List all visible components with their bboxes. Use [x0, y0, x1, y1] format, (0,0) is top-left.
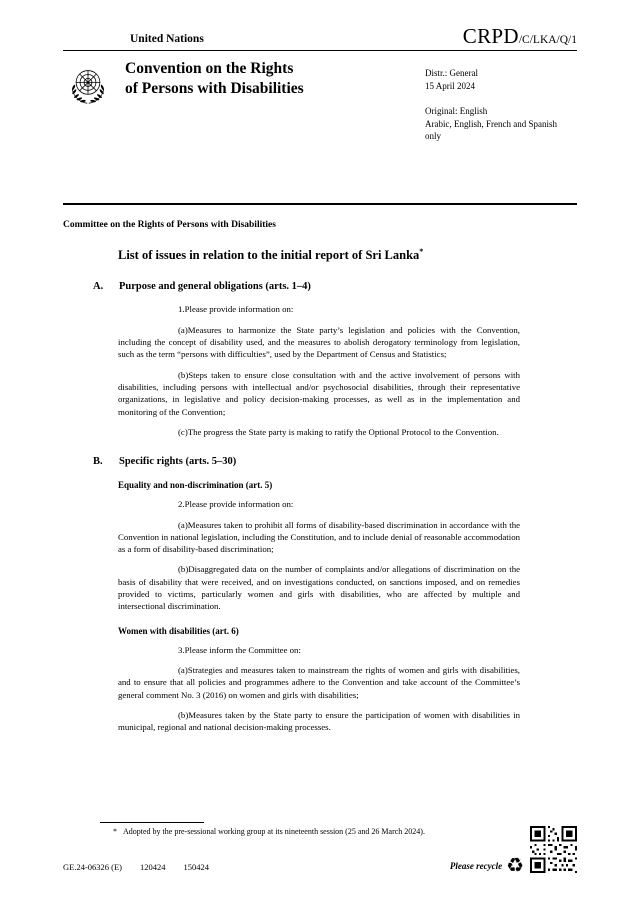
paragraph-3a	[118, 664, 520, 701]
document-symbol-main: CRPD	[462, 24, 519, 48]
document-title-text: List of issues in relation to the initial report of Sri Lanka	[118, 248, 420, 263]
paragraph-marker: (a)	[178, 665, 188, 676]
language-block	[425, 105, 557, 143]
qr-code	[530, 826, 577, 873]
convention-title	[125, 59, 304, 99]
paragraph-1	[118, 303, 520, 315]
paragraph-1b	[118, 369, 520, 418]
footnote-reference: *	[419, 247, 424, 256]
paragraph-marker: (b)	[178, 369, 189, 380]
section-b-label: B.	[93, 456, 103, 468]
footnote	[100, 827, 530, 838]
paragraph-text: Steps taken to ensure close consultation with and the active involvement of persons with disabilities, including persons with intellectual and/or psychosocial disabilities, through their representative organizations, in legislative and policy decision-making processes, as well as in the implementation and monitoring of the Convention;	[118, 369, 520, 417]
page-header	[0, 0, 640, 50]
paragraph-marker: (a)	[178, 519, 188, 530]
paragraph-marker: (b)	[178, 709, 189, 720]
document-body	[63, 205, 577, 734]
section-a-heading	[93, 281, 577, 292]
paragraph-text: Please provide information on:	[184, 499, 294, 510]
paragraph-text: Measures taken by the State party to ensure the participation of women with disabilities in municipal, regional and national decision-making processes.	[118, 709, 520, 733]
paragraph-text: Measures taken to prohibit all forms of disability-based discrimination in accordance with the Convention in national legislation, including the Constitution, and to include denial of reasonable accommodation as a form of disability-based discrimination;	[118, 519, 520, 555]
committee-name: Committee on the Rights of Persons with Disabilities	[63, 220, 276, 230]
document-title	[118, 247, 577, 263]
paragraph-marker: (c)	[178, 426, 188, 437]
subheading-equality: Equality and non-discrimination (art. 5)	[118, 480, 273, 491]
un-emblem-icon	[65, 63, 111, 109]
paragraph-marker: (a)	[178, 324, 188, 335]
paragraph-3	[118, 644, 520, 656]
distr-block	[425, 67, 557, 92]
section-b-heading	[93, 456, 577, 467]
convention-title-line1: Convention on the Rights	[125, 60, 294, 77]
recycle-label: Please recycle	[449, 861, 503, 871]
distr-line: Distr.: General	[425, 68, 478, 78]
paragraph-1a	[118, 324, 520, 361]
paragraph-2a	[118, 519, 520, 556]
paragraph-3b	[118, 709, 520, 734]
recycle-notice	[450, 856, 524, 876]
paragraph-marker: 1.	[178, 304, 185, 315]
footnote-text: Adopted by the pre-sessional working group at its nineteenth session (25 and 26 March 2024).	[123, 827, 425, 836]
document-symbol	[463, 26, 577, 47]
section-a-title: Purpose and general obligations (arts. 1–4)	[119, 281, 311, 293]
masthead	[63, 51, 577, 203]
paragraph-text: Measures to harmonize the State party’s legislation and policies with the Convention, including the concept of disability used, and the measures to abolish derogatory terminology from legislation, such as the term “persons with difficulties”, used by the Department of Census and Statistics;	[118, 324, 520, 360]
paragraph-marker: (b)	[178, 564, 189, 575]
paragraph-text: The progress the State party is making to ratify the Optional Protocol to the Convention.	[187, 426, 499, 437]
paragraph-text: Please provide information on:	[184, 304, 294, 315]
date-line: 15 April 2024	[425, 80, 476, 91]
footer-code-1: 120424	[140, 862, 166, 872]
footnote-marker: *	[113, 827, 117, 836]
paragraph-text: Please inform the Committee on:	[184, 644, 301, 655]
paragraph-text: Disaggregated data on the number of complaints and/or allegations of discrimination on the basis of disability that were received, and on investigations conducted, on sanctions imposed, and on remedies provided to victims, particularly women and girls with disabilities, who are affected by multiple and intersectional discrimination.	[118, 564, 520, 612]
paragraph-text: Strategies and measures taken to mainstream the rights of women and girls with disabilities, and to ensure that all policies and programmes adhere to the Convention and take account of the Committee’s general comment No. 3 (2016) on women and girls with disabilities;	[118, 665, 520, 700]
section-b-title: Specific rights (arts. 5–30)	[119, 456, 237, 468]
footnote-rule	[100, 822, 204, 823]
footnote-area	[100, 822, 530, 838]
footer-code-2: 150424	[183, 862, 210, 872]
recycle-icon: ♻	[506, 855, 524, 877]
section-a-label: A.	[93, 281, 104, 293]
distribution-info	[425, 67, 557, 156]
original-language-line: Original: English	[425, 106, 488, 117]
paragraph-1c	[118, 426, 520, 438]
document-id-line	[63, 862, 209, 872]
paragraph-2	[118, 498, 520, 510]
paragraph-marker: 3.	[178, 644, 185, 655]
convention-title-line2: of Persons with Disabilities	[125, 80, 304, 98]
document-symbol-suffix: /C/LKA/Q/1	[518, 34, 577, 46]
paragraph-2b	[118, 563, 520, 612]
languages-line: Arabic, English, French and Spanish only	[425, 118, 557, 142]
org-name: United Nations	[130, 33, 204, 45]
paragraph-marker: 2.	[178, 499, 185, 510]
ge-number: GE.24-06326 (E)	[63, 862, 123, 872]
subheading-women: Women with disabilities (art. 6)	[118, 625, 239, 636]
